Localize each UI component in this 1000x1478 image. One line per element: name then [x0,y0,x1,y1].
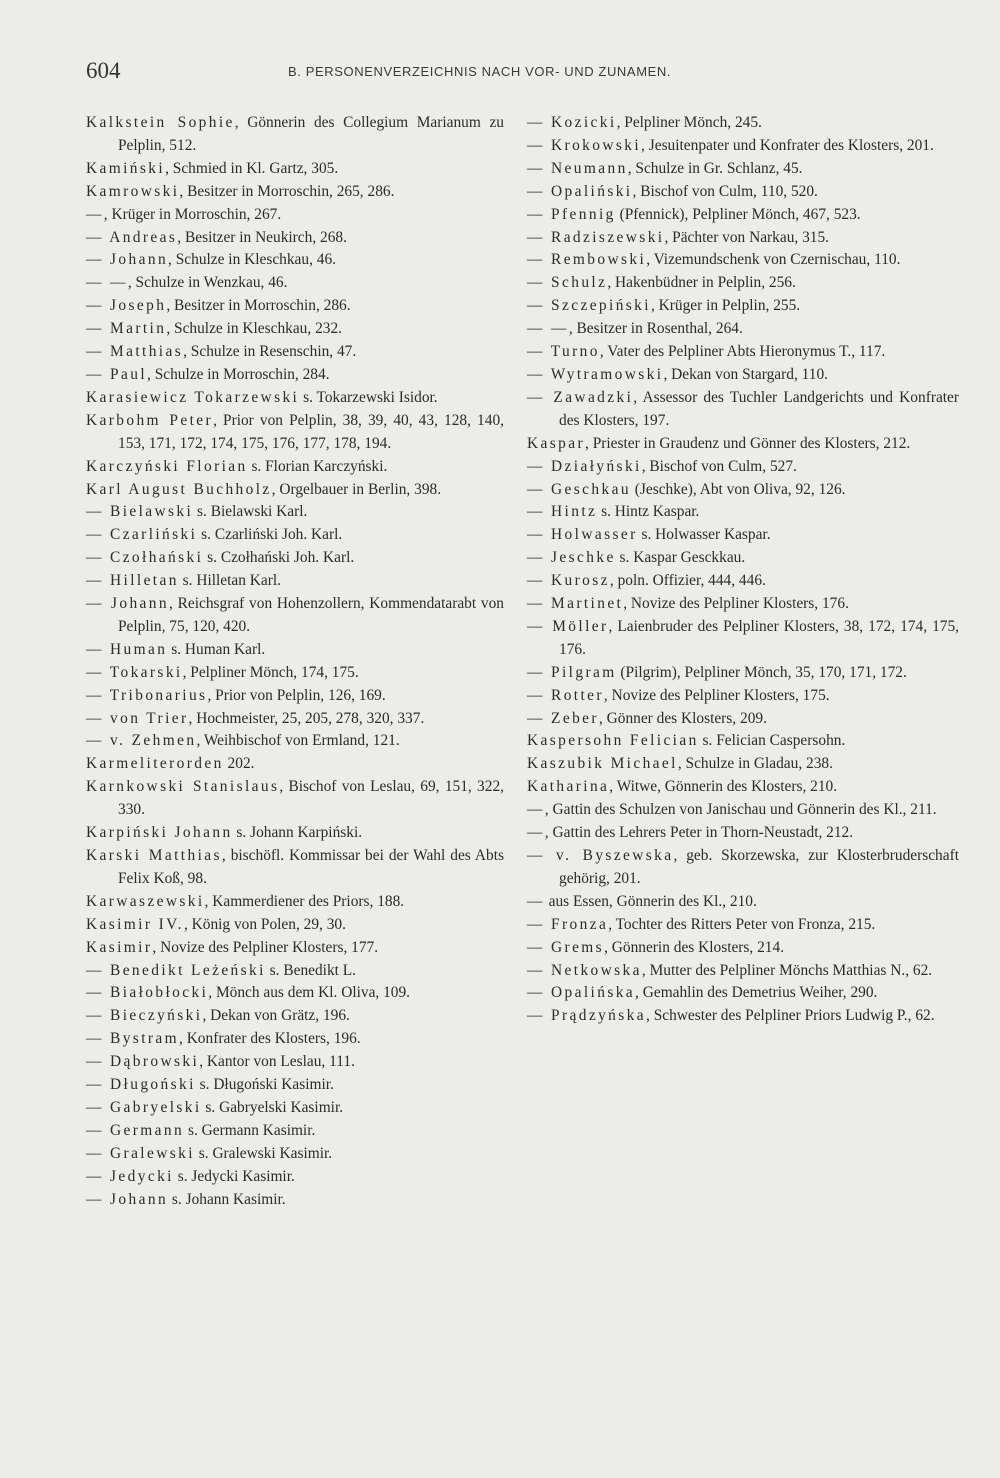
running-head: B. PERSONENVERZEICHNIS NACH VOR- UND ZUNAMEN. [288,64,672,79]
index-entry [527,433,959,456]
entry-name: Kamiński [86,159,166,177]
index-entry [86,685,504,708]
entry-text: , Kammerdiener des Priors, 188. [204,892,405,910]
entry-text: , Konfrater des Klosters, 196. [179,1030,361,1048]
entry-name: — Fronza [527,915,609,933]
entry-text: , Schulze in Resenschin, 47. [183,343,357,361]
entry-text: , Weihbischof von Ermland, 121. [196,732,400,750]
entry-name: — Benedikt Leżeński [86,961,266,979]
entry-text: , Pächter von Narkau, 315. [664,228,830,246]
index-entry [86,341,504,364]
entry-name: — Gralewski [86,1144,195,1162]
index-entry [86,662,504,685]
entry-text: , Prior von Pelplin, 126, 169. [207,686,386,704]
index-entry [527,570,959,593]
entry-text: , Schulze in Kleschkau, 46. [168,251,337,269]
index-entry [86,249,504,272]
entry-text: , Besitzer in Neukirch, 268. [177,228,347,246]
entry-name: — Geschkau [527,480,631,498]
entry-name: — Rembowski [527,251,647,269]
index-entry [527,708,959,731]
entry-name: — — [527,320,569,338]
entry-text: , Gattin des Lehrers Peter in Thorn-Neustadt, 212. [544,824,854,842]
entry-name: — Matthias [86,343,184,361]
entry-name: — Johann [86,595,169,613]
entry-name: — Netkowska [527,961,642,979]
index-entry [527,112,959,135]
entry-text: , Schwester des Pelpliner Priors Ludwig P., 62. [646,1007,935,1025]
entry-text: s. Czarliński Joh. Karl. [197,526,343,544]
entry-name: — v. Zehmen [86,732,197,750]
entry-text: s. Gabryelski Kasimir. [201,1098,344,1116]
right-column [527,112,959,1028]
entry-name: — Germann [86,1121,185,1139]
index-entry [86,295,504,318]
entry-name: — Hintz [527,503,598,521]
entry-name: Karl August Buchholz [86,480,272,498]
index-entry [86,937,504,960]
entry-name: Kamrowski [86,182,180,200]
entry-text: , Orgelbauer in Berlin, 398. [271,480,442,498]
index-entry [527,479,959,502]
index-entry [527,914,959,937]
entry-text: , Novize des Pelpliner Klosters, 176. [623,595,849,613]
entry-text: , Mönch aus dem Kl. Oliva, 109. [208,984,411,1002]
entry-name: — [527,801,545,819]
index-entry [86,960,504,983]
index-entry [86,845,504,891]
entry-text: s. Jedycki Kasimir. [173,1167,295,1185]
entry-name: — Białobłocki [86,984,209,1002]
index-entry [527,341,959,364]
index-entry [527,662,959,685]
entry-name: — Wytramowski [527,365,664,383]
index-entry [86,524,504,547]
index-entry [527,227,959,250]
entry-name: — Pilgram [527,663,617,681]
entry-name: — Czarliński [86,526,198,544]
entry-name: — Human [86,640,168,658]
entry-text: , Gönnerin des Collegium Marianum zu Pelplin, 512. [118,114,504,154]
entry-name: — Zawadzki [527,388,634,406]
entry-text: , König von Polen, 29, 30. [183,915,346,933]
index-entry [527,593,959,616]
entry-text: , Witwe, Gönnerin des Klosters, 210. [609,778,838,796]
entry-text: , Schulze in Gr. Schlanz, 45. [627,159,803,177]
entry-text: , Besitzer in Morroschin, 265, 286. [179,182,395,200]
entry-name: — Grems [527,938,605,956]
entry-name: — Jedycki [86,1167,174,1185]
entry-name: — [86,205,104,223]
entry-name: — v. Byszewska [527,847,674,864]
entry-text: , Besitzer in Morroschin, 286. [166,297,351,315]
entry-text: , Gattin des Schulzen von Janischau und Gönnerin des Kl., 211. [544,801,937,819]
index-entry [86,204,504,227]
entry-name: — Neumann [527,159,628,177]
index-entry [527,685,959,708]
index-entry [86,891,504,914]
entry-text: , Dekan von Grätz, 196. [202,1007,350,1025]
entry-name: — Zeber [527,709,599,727]
index-entry [527,318,959,341]
entry-name: — Jeschke [527,549,616,567]
index-entry [527,616,959,662]
entry-name: — Kozicki [527,114,617,131]
index-entry [86,272,504,295]
index-entry [527,135,959,158]
index-entry [527,730,959,753]
entry-text: , bischöfl. Kommissar bei der Wahl des Abts Felix Koß, 98. [118,847,504,887]
entry-text: , Bischof von Culm, 110, 520. [632,182,818,200]
index-entry [527,501,959,524]
index-entry [527,249,959,272]
entry-text: s. Florian Karczyński. [247,457,388,475]
entry-text: , Gönner des Klosters, 209. [598,709,767,727]
entry-name: Kaspersohn Felician [527,732,699,750]
index-entry [527,158,959,181]
entry-text: , Assessor des Tuchler Landgerichts und Konfrater des Klosters, 197. [559,388,960,429]
index-entry [86,708,504,731]
index-entry [86,914,504,937]
index-entry [86,1074,504,1097]
entry-text: s. Hintz Kaspar. [597,503,700,521]
entry-text: s. Bielawski Karl. [193,503,308,521]
entry-name: — Radziszewski [527,228,665,246]
entry-name: — [527,824,545,842]
entry-name: — Bieczyński [86,1007,203,1025]
entry-text: s. Holwasser Kaspar. [637,526,771,544]
entry-text: , Schulze in Gladau, 238. [677,755,833,773]
index-entry [86,364,504,387]
entry-name: Karmeliterorden [86,755,224,773]
index-entry [86,181,504,204]
entry-name: Karbohm Peter [86,411,214,429]
entry-text: (Jeschke), Abt von Oliva, 92, 126. [630,480,846,498]
index-entry [527,845,959,891]
entry-text: , Tochter des Ritters Peter von Fronza, 215. [608,915,876,933]
index-entry [527,204,959,227]
index-entry [527,1005,959,1028]
index-entry [527,960,959,983]
index-entry [86,318,504,341]
entry-name: Kalkstein Sophie [86,114,235,131]
entry-text: , Besitzer in Rosenthal, 264. [568,320,743,338]
entry-text: s. Hilletan Karl. [178,572,281,590]
entry-name: Karczyński Florian [86,457,248,475]
entry-name: — Bielawski [86,503,194,521]
entry-text: s. Długoński Kasimir. [195,1076,334,1094]
index-entry [527,776,959,799]
entry-name: Karpiński Johann [86,824,233,842]
entry-name: — Andreas [86,228,178,246]
index-entry [86,1143,504,1166]
left-column [86,112,504,1212]
entry-name: — Rotter [527,686,604,704]
entry-name: — Joseph [86,297,167,315]
entry-text: , Novize des Pelpliner Klosters, 175. [603,686,830,704]
entry-name: Karski Matthias [86,847,222,864]
entry-name: — Opaliński [527,182,633,200]
entry-name: — Tribonarius [86,686,208,704]
index-entry [527,181,959,204]
entry-text: , Schulze in Wenzkau, 46. [127,274,288,292]
entry-name: Kaspar [527,434,585,452]
entry-text: , Hochmeister, 25, 205, 278, 320, 337. [188,709,425,727]
index-entry [86,1189,504,1212]
entry-name: — Schulz [527,274,608,292]
index-entry [527,364,959,387]
entry-text: s. Germann Kasimir. [184,1121,316,1139]
entry-name: — Bystram [86,1030,179,1048]
index-entry [86,753,504,776]
entry-name: — Turno [527,343,600,361]
entry-name: — Dąbrowski [86,1053,200,1071]
entry-name: — Czołhański [86,549,204,567]
entry-name: — von Trier [86,709,189,727]
index-entry [86,547,504,570]
entry-text: , Bischof von Leslau, 69, 151, 322, 330. [118,778,504,819]
index-entry [527,799,959,822]
entry-name: — Opalińska [527,984,636,1002]
entry-text: (Pilgrim), Pelpliner Mönch, 35, 170, 171, 172. [616,663,907,681]
entry-text: , Schulze in Kleschkau, 232. [166,320,342,338]
entry-name: Kaszubik Michael [527,755,678,773]
index-entry [527,982,959,1005]
entry-text: , Bischof von Culm, 527. [641,457,797,475]
index-entry [86,822,504,845]
index-entry [527,456,959,479]
index-entry [86,570,504,593]
entry-name: — Martin [86,320,167,338]
index-entry [86,1005,504,1028]
entry-text: s. Human Karl. [167,640,266,658]
entry-text: , Reichsgraf von Hohenzollern, Kommendatarabt von Pelplin, 75, 120, 420. [118,595,505,635]
index-entry [527,822,959,845]
entry-text: , Kantor von Leslau, 111. [199,1053,355,1071]
index-entry [527,272,959,295]
index-entry [86,639,504,662]
entry-text: , Pelpliner Mönch, 174, 175. [182,663,359,681]
index-entry [527,753,959,776]
entry-name: — Długoński [86,1076,196,1094]
entry-name: — Paul [86,365,148,383]
index-entry [86,158,504,181]
index-entry [527,937,959,960]
entry-text: aus Essen, Gönnerin des Kl., 210. [544,892,757,910]
entry-text: , Mutter des Pelpliner Mönchs Matthias N., 62. [641,961,933,979]
index-entry [527,524,959,547]
entry-text: , Krüger in Morroschin, 267. [103,205,282,223]
entry-text: , Vater des Pelpliner Abts Hieronymus T., 117. [599,343,886,361]
entry-name: Karasiewicz Tokarzewski [86,388,300,406]
entry-name: — Gabryelski [86,1098,202,1116]
entry-name: — [527,892,545,910]
entry-name: — Hilletan [86,572,179,590]
entry-text: , Jesuitenpater und Konfrater des Klosters, 201. [641,136,934,154]
entry-name: — Szczepiński [527,297,651,315]
entry-name: — — [86,274,128,292]
entry-name: — Johann [86,1190,169,1208]
entry-name: — Pfennig [527,205,616,223]
entry-text: s. Kaspar Gesckkau. [615,549,746,567]
entry-text: , geb. Skorzewska, zur Klosterbruderschaft gehörig, 201. [559,847,959,887]
entry-text: , poln. Offizier, 444, 446. [609,572,766,590]
entry-text: , Schulze in Morroschin, 284. [147,365,330,383]
index-entry [527,387,959,433]
entry-name: Karwaszewski [86,892,205,910]
entry-name: — Krokowski [527,136,642,154]
index-entry [86,730,504,753]
index-entry [86,410,504,456]
index-entry [527,547,959,570]
index-entry [86,982,504,1005]
index-entry [86,1097,504,1120]
entry-text: , Dekan von Stargard, 110. [663,365,828,383]
entry-text: , Laienbruder des Pelpliner Klosters, 38, 172, 174, 175, 176. [559,617,960,658]
entry-name: — Działyński [527,457,642,475]
entry-text: s. Czołhański Joh. Karl. [203,549,355,567]
entry-text: , Prior von Pelplin, 38, 39, 40, 43, 128, 140, 153, 171, 172, 174, 175, 176, 177, 178, 194. [118,411,504,452]
entry-text: s. Tokarzewski Isidor. [299,388,438,406]
entry-text: , Gemahlin des Demetrius Weiher, 290. [635,984,878,1002]
index-entry [527,891,959,914]
index-entry [86,227,504,250]
index-entry [86,593,504,639]
entry-text: , Priester in Graudenz und Gönner des Klosters, 212. [585,434,911,452]
entry-name: Karnkowski Stanislaus [86,778,280,796]
entry-text: , Novize des Pelpliner Klosters, 177. [152,938,379,956]
index-entry [86,1051,504,1074]
index-entry [86,479,504,502]
index-entry [86,1166,504,1189]
entry-text: (Pfennick), Pelpliner Mönch, 467, 523. [615,205,861,223]
entry-text: , Hakenbüdner in Pelplin, 256. [607,274,796,292]
entry-name: — Tokarski [86,663,183,681]
index-entry [86,1120,504,1143]
entry-text: s. Felician Caspersohn. [698,732,846,750]
entry-name: — Holwasser [527,526,638,544]
index-entry [86,776,504,822]
entry-name: — Prądzyńska [527,1007,646,1025]
index-entry [86,1028,504,1051]
entry-name: — Kurosz [527,572,610,590]
entry-text: , Vizemundschenk von Czernischau, 110. [646,251,901,269]
entry-text: s. Gralewski Kasimir. [194,1144,333,1162]
entry-name: Kasimir IV. [86,915,184,933]
entry-text: , Gönnerin des Klosters, 214. [604,938,785,956]
entry-name: — Martinet [527,595,624,613]
index-entry [527,295,959,318]
entry-text: s. Johann Karpiński. [232,824,363,842]
entry-name: — Möller [527,617,609,635]
entry-text: 202. [223,755,255,773]
entry-name: — Johann [86,251,169,269]
index-entry [86,387,504,410]
page-number: 604 [86,58,121,83]
index-entry [86,112,504,158]
entry-name: Kasimir [86,938,153,956]
entry-text: s. Benedikt L. [265,961,357,979]
entry-text: , Pelpliner Mönch, 245. [616,114,762,131]
entry-text: , Krüger in Pelplin, 255. [650,297,801,315]
index-entry [86,456,504,479]
entry-name: Katharina [527,778,610,796]
entry-text: , Schmied in Kl. Gartz, 305. [165,159,339,177]
index-entry [86,501,504,524]
entry-text: s. Johann Kasimir. [168,1190,286,1208]
